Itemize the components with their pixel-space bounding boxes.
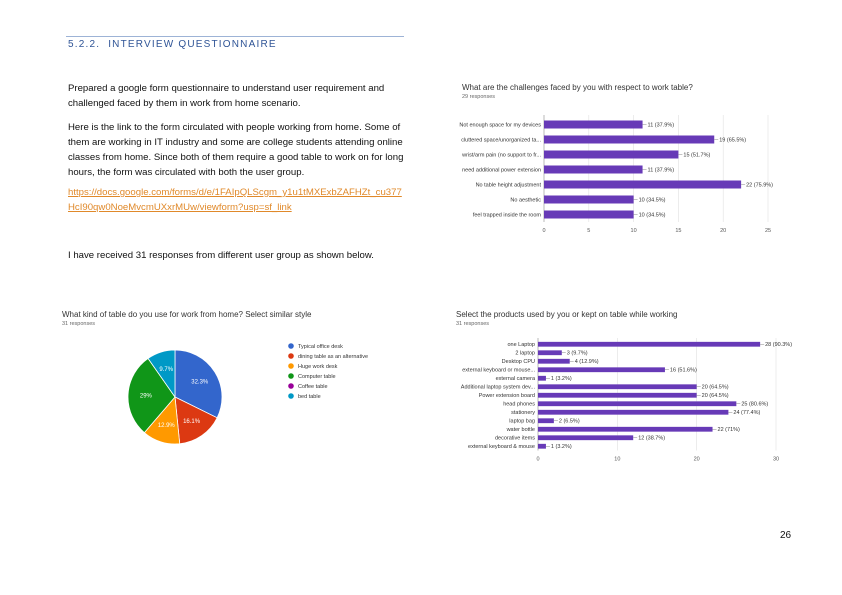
bar — [538, 350, 562, 355]
legend-label: Typical office desk — [298, 344, 343, 350]
bar — [544, 151, 678, 159]
data-label: 1 (3.2%) — [550, 444, 572, 451]
data-label: 24 (77.4%) — [733, 410, 761, 417]
data-label: 10 (34.5%) — [638, 197, 666, 204]
category-label: No table height adjustment — [475, 182, 541, 189]
bar — [544, 211, 634, 219]
data-label: 20 (64.5%) — [701, 384, 729, 391]
bar-chart-svg — [446, 330, 793, 470]
data-label: 16 (51.6%) — [669, 367, 697, 374]
legend-swatch — [288, 343, 294, 349]
x-tick-label: 10 — [614, 456, 621, 463]
context-paragraph: Here is the link to the form circulated with people working from home. Some of them are working in IT industry and some are college students attending online classes from home. Since both of them require a good table to work on for long hours, the form was circulated with both the user group. — [68, 122, 404, 178]
chart-challenges — [459, 83, 802, 234]
legend-label: Coffee table — [298, 384, 328, 390]
category-label: water bottle — [506, 427, 535, 434]
data-label: 28 (90.3%) — [765, 342, 793, 349]
x-tick-label: 20 — [693, 456, 700, 463]
category-label: head phones — [503, 401, 535, 408]
legend-swatch — [288, 393, 294, 399]
category-label: Desktop CPU — [501, 359, 535, 366]
category-label: external keyboard & mouse — [468, 444, 535, 451]
slice-label: 12.9% — [157, 422, 175, 429]
data-label: 1 (3.2%) — [550, 376, 572, 383]
section-heading — [68, 39, 277, 50]
bar — [538, 410, 728, 415]
chart-table-type — [62, 310, 392, 450]
data-label: 19 (65.5%) — [719, 137, 747, 144]
x-tick-label: 25 — [764, 228, 772, 234]
bar-chart-svg — [440, 105, 780, 235]
category-label: wrist/arm pain (no support to fr... — [462, 152, 541, 159]
bar — [538, 401, 736, 406]
data-label: 12 (38.7%) — [638, 435, 666, 442]
bar — [538, 367, 665, 372]
chart-subtitle: 31 responses — [62, 321, 96, 327]
section-number: 5.2.2. — [68, 39, 101, 50]
data-label: 2 (6.5%) — [558, 418, 580, 425]
category-label: external camera — [495, 376, 535, 383]
category-label: stationery — [511, 410, 535, 417]
page-number: 26 — [780, 530, 792, 541]
bar — [538, 342, 760, 347]
x-tick-label: 5 — [587, 228, 591, 234]
bar — [538, 435, 633, 440]
data-label: 15 (51.7%) — [683, 152, 711, 159]
bar — [538, 359, 570, 364]
slice-label: 16.1% — [183, 418, 201, 425]
x-tick-label: 30 — [772, 456, 780, 463]
legend-label: Computer table — [298, 374, 336, 380]
intro-paragraph: Prepared a google form questionnaire to understand user requirement and challenged faced by them in work from home scenario. — [68, 83, 385, 109]
pie-chart-svg — [62, 330, 392, 450]
category-label: need additional power extension — [462, 167, 541, 174]
chart-title: What are the challenges faced by you with respect to work table? — [462, 83, 693, 92]
category-label: laptop bag — [509, 418, 535, 425]
heading-rule — [66, 36, 404, 37]
data-label: 11 (37.9%) — [647, 122, 675, 129]
data-label: 22 (75.9%) — [746, 182, 774, 189]
legend-swatch — [288, 353, 294, 359]
slice-label: 9.7% — [159, 367, 174, 374]
chart-title: Select the products used by you or kept on table while working — [456, 310, 678, 319]
data-label: 11 (37.9%) — [647, 167, 675, 174]
category-label: cluttered space/unorganized ta... — [461, 137, 541, 144]
x-tick-label: 10 — [630, 228, 637, 234]
legend-label: dining table as an alternative — [298, 354, 369, 360]
bar — [538, 444, 546, 449]
category-label: Not enough space for my devices — [459, 122, 541, 129]
bar — [538, 384, 697, 389]
responses-paragraph: I have received 31 responses from different user group as shown below. — [68, 250, 374, 261]
bar — [544, 136, 714, 144]
x-tick-label: 20 — [720, 228, 727, 234]
data-label: 4 (12.9%) — [574, 359, 599, 366]
bar — [544, 196, 634, 204]
category-label: external keyboard or mouse... — [462, 367, 535, 374]
x-tick-label: 0 — [542, 228, 546, 234]
form-link[interactable]: https://docs.google.com/forms/d/e/1FAIpQLScgm_y1u1tMXExbZAFHZt_cu377HcI90qw0NoeMvcmUXxrMUw/viewform?usp=sf_link — [68, 187, 402, 213]
bar — [538, 376, 546, 381]
x-tick-label: 0 — [536, 456, 540, 463]
bar — [544, 181, 741, 189]
category-label: feel trapped inside the room — [472, 212, 541, 219]
legend-swatch — [288, 373, 294, 379]
slice-label: 29% — [139, 393, 152, 400]
category-label: 2 laptop — [515, 350, 535, 357]
category-label: decorative items — [494, 435, 535, 442]
chart-title: What kind of table do you use for work from home? Select similar style — [62, 310, 312, 319]
chart-products — [456, 310, 793, 470]
bar — [538, 393, 697, 398]
data-label: 25 (80.6%) — [741, 401, 769, 408]
section-title: INTERVIEW QUESTIONNAIRE — [108, 39, 277, 50]
bar — [544, 121, 643, 129]
category-label: Additional laptop system dev... — [460, 384, 535, 391]
bar — [538, 418, 554, 423]
data-label: 10 (34.5%) — [638, 212, 666, 219]
bar — [538, 427, 713, 432]
slice-label: 32.3% — [191, 379, 209, 386]
legend-label: Huge work desk — [298, 364, 338, 370]
chart-subtitle: 29 responses — [462, 94, 496, 100]
bar — [544, 166, 643, 174]
data-label: 3 (9.7%) — [566, 350, 588, 357]
legend-swatch — [288, 383, 294, 389]
data-label: 20 (64.5%) — [701, 393, 729, 400]
data-label: 22 (71%) — [717, 427, 740, 434]
category-label: one Laptop — [507, 342, 535, 349]
category-label: No aesthetic — [510, 197, 541, 204]
legend-swatch — [288, 363, 294, 369]
legend-label: bed table — [298, 394, 321, 400]
category-label: Power extension board — [478, 393, 535, 400]
chart-subtitle: 31 responses — [456, 321, 490, 327]
x-tick-label: 15 — [675, 228, 682, 234]
